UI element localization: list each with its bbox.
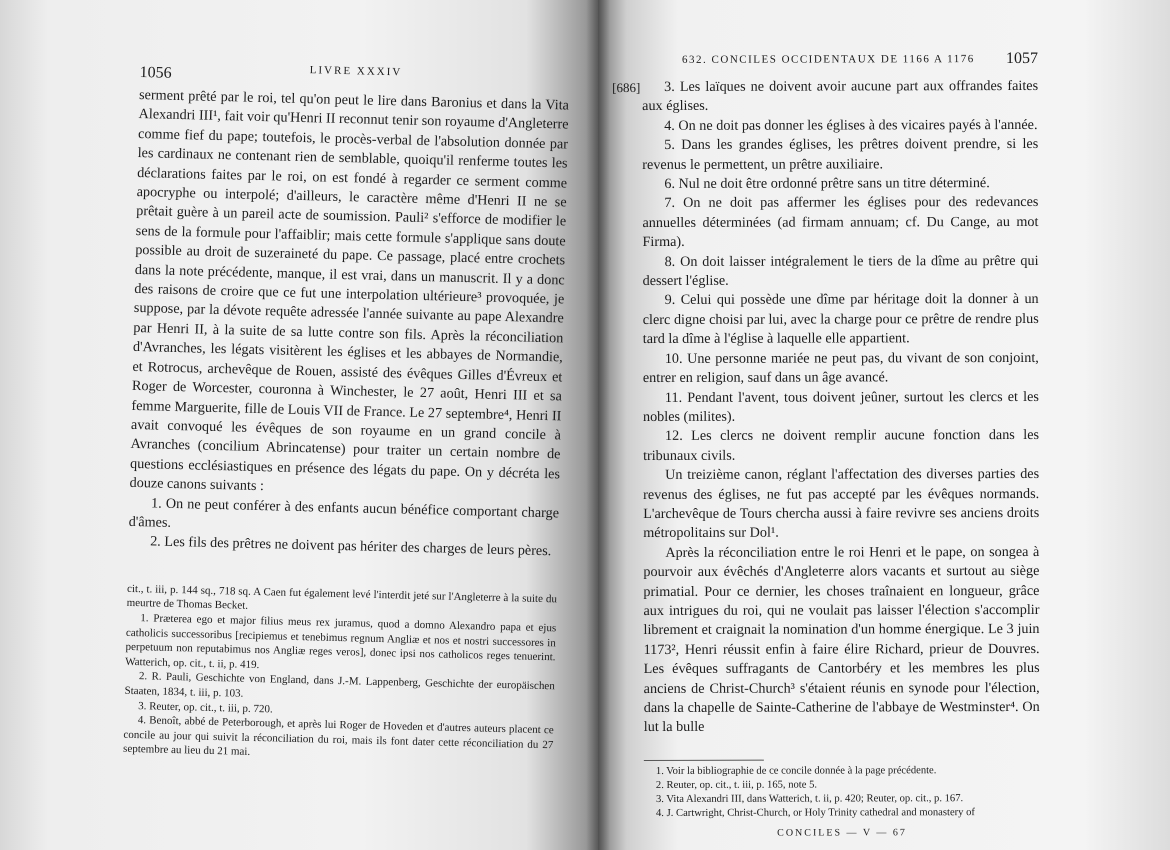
canon-4: 4. On ne doit pas donner les églises à des vicaires payés à l'année.	[664, 116, 1038, 134]
canon-6: 6. Nul ne doit être ordonné prêtre sans un titre déterminé.	[664, 175, 990, 192]
canon-12: 12. Les clercs ne doivent remplir aucune fonction dans les tribunaux civils.	[643, 427, 1040, 464]
canon-3: 3. Les laïques ne doivent avoir aucune part aux offrandes faites aux églises.	[642, 77, 1039, 115]
left-footnotes	[123, 582, 557, 768]
footnote-rule	[644, 759, 764, 760]
left-paragraph: serment prêté par le roi, tel qu'on peut le lire dans Baronius et dans la Vita Alexandri III¹, fait voir qu'Henri II reconnut tenir son royaume d'Angleterre comme fief du pape; toutefois, le procès-verbal de l'absolution donnée par les cardinaux ne contenant rien de semblable, quoiqu'il renferme toutes les déclarations faites par le roi, on est fondé à regarder ce serment comme apocryphe ou interpolé; d'ailleurs, le caractère même d'Henri II ne se prêtait guère à un pareil acte de soumission. Pauli² s'efforce de modifier le sens de la formule pour l'affaiblir; mais cette formule s'applique sans doute possible au droit de suzeraineté du pape. Ce passage, placé entre crochets dans la note précédente, manque, il est vrai, dans un manuscrit. Il y a donc des raisons de croire que ce fut une interpolation ultérieure³ provoquée, je suppose, par la dévote requête adressée l'année suivante au pape Alexandre par Henri II, à la suite de sa lutte contre son fils. Après la réconciliation d'Avranches, les légats visitèrent les églises et les abbayes de Normandie, et Rotrocus, archevêque de Rouen, assisté des évêques Gilles d'Évreux et Roger de Worcester, couronna à Winchester, le 27 août, Henri III et sa femme Marguerite, fille de Louis VII de France. Le 27 septembre⁴, Henri II avait convoqué les évêques de son royaume en un grand concile à Avranches (concilium Abrincatense) pour traiter un certain nombre de questions ecclésiastiques en présence des légats du pape. On y décréta les douze canons suivants :	[129, 86, 570, 495]
left-page-content	[123, 58, 570, 767]
footnote: 2. R. Pauli, Geschichte von England, dans J.-M. Lappenberg, Geschichte der europäischen Staaten, 1834, t. iii, p. 103.	[124, 670, 555, 700]
book-gutter	[586, 0, 610, 850]
footnote: 3. Vita Alexandri III, dans Watterich, t. ii, p. 420; Reuter, op. cit., p. 167.	[655, 793, 964, 806]
canon-2: 2. Les fils des prêtres ne doivent pas hériter des charges de leurs pères.	[149, 533, 552, 560]
footnote: 3. Reuter, op. cit., t. iii, p. 720.	[138, 699, 273, 715]
footnote-continuation: cit., t. iii, p. 144 sq., 718 sq. A Caen fut également levé l'interdit jeté sur l'Angleterre à la suite du meurtre de Thomas Becket.	[126, 582, 558, 613]
canon-9: 9. Celui qui possède une dîme par héritage doit la donner à un clerc digne choisi par lui, avec la charge pour ce prêtre de rendre plus tard la dîme à l'église à laquelle elle appartient.	[642, 291, 1039, 348]
left-body-text	[128, 86, 569, 562]
margin-page-reference: [686]	[612, 80, 641, 96]
footnote: 1. Præterea ego et major filius meus rex juramus, quod a domno Alexandro papa et ejus catholicis successoribus [recipiemus et tenebimus regnum Angliæ et nos et nostri successores in perpetuum non reputabimus nos Angliæ reges veros], donec ipsi nos catholicos reges tenuerint. Watterich, op. cit., t. ii, p. 419.	[125, 612, 557, 671]
footnote: 4. Benoît, abbé de Peterborough, et après lui Roger de Hoveden et d'autres auteurs placent ce concile au jour qui suivit la réconciliation du roi, mais ils font dater cette réconciliation du 27 septembre au lieu du 21 mai.	[122, 714, 554, 759]
footnote: 1. Voir la bibliographie de ce concile donnée à la page précédente.	[655, 765, 937, 777]
right-page-number: 1057	[1006, 49, 1039, 68]
canon-10: 10. Une personne mariée ne peut pas, du vivant de son conjoint, entrer en religion, sauf dans un âge avancé.	[642, 349, 1039, 387]
right-running-header	[642, 49, 1038, 78]
left-running-head-title: LIVRE XXXIV	[309, 64, 403, 79]
right-body-text	[642, 77, 1040, 738]
paragraph-thirteenth-canon: Un treizième canon, réglant l'affectation des diverses parties des revenus des églises, ne fut pas accepté par les évêques normands. L'archevêque de Tours chercha aussi à faire revivre ses anciens droits métropolitains sur Dol¹.	[643, 466, 1040, 542]
canon-7: 7. On ne doit pas affermer les églises pour des redevances annuelles déterminées (ad firmam annuam; cf. Du Cange, au mot Firma).	[642, 194, 1039, 251]
right-footnotes	[644, 759, 1040, 822]
canon-8: 8. On doit laisser intégralement le tiers de la dîme au prêtre qui dessert l'église.	[642, 252, 1039, 290]
right-page-content	[612, 49, 1040, 839]
footnote: 2. Reuter, op. cit., t. iii, p. 165, note 5.	[655, 779, 818, 791]
footnote: 4. J. Cartwright, Christ-Church, or Holy Trinity cathedral and monastery of	[655, 807, 975, 820]
paragraph-reconciliation: Après la réconciliation entre le roi Henri et le pape, on songea à pourvoir aux évêchés d'Angleterre alors vacants et surtout au siège primatial. Pour ce dernier, les choses traînaient en longueur, grâce aux intrigues du roi, qui ne voulait pas laisser l'élection s'accomplir librement et craignait la nomination d'un homme énergique. Le 3 juin 1173², Henri réussit enfin à faire élire Richard, prieur de Douvres. Les évêques suffragants de Cantorbéry et les membres les plus anciens de Christ-Church³ s'étaient réunis en synode pour l'élection, dans la chapelle de Sainte-Catherine de l'abbaye de Westminster⁴. On lut la bulle	[643, 543, 1040, 736]
left-page-number: 1056	[139, 63, 172, 82]
right-running-head-title: 632. CONCILES OCCIDENTAUX DE 1166 A 1176	[682, 53, 975, 66]
canon-11: 11. Pendant l'avent, tous doivent jeûner, surtout les clercs et les nobles (milites).	[642, 388, 1039, 425]
canon-1: 1. On ne peut conférer à des enfants aucun bénéfice comportant charge d'âmes.	[128, 494, 560, 531]
printer-signature: CONCILES — V — 67	[777, 826, 907, 839]
canon-5: 5. Dans les grandes églises, les prêtres doivent prendre, si les revenus le permettent, un prêtre auxiliaire.	[642, 136, 1039, 173]
